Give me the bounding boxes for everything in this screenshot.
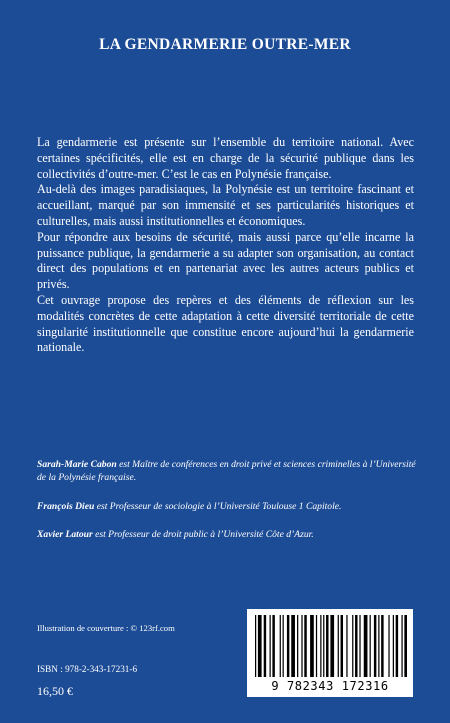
summary-paragraph: Cet ouvrage propose des repères et des éléments de réflexion sur les modalités concrètes de cette adaptation à cette diversité territoriale de cette singularité institutionnelle que constitue encore aujourd’hui la gendarmerie nationale.: [37, 292, 414, 355]
summary-paragraph: Au-delà des images paradisiaques, la Polynésie est un territoire fascinant et accueillant, marqué par son immensité et ses particularités historiques et culturelles, mais aussi institutionnelles et économiques.: [37, 182, 414, 228]
price: 16,50 €: [37, 684, 73, 698]
barcode-bars: [253, 615, 407, 681]
illustration-credit: Illustration de couverture : © 123rf.com: [37, 623, 175, 633]
author-description: est Professeur de droit public à l’Université Côte d’Azur.: [92, 529, 314, 540]
summary-paragraph: La gendarmerie est présente sur l’ensemble du territoire national. Avec certaines spécificités, elle est en charge de la sécurité publique dans les collectivités d’outre-mer. C’est le cas en Polynésie française.: [37, 135, 414, 181]
isbn: ISBN : 978-2-343-17231-6: [37, 664, 138, 674]
summary-text: [37, 135, 414, 356]
summary-paragraph: Pour répondre aux besoins de sécurité, mais aussi parce qu’elle incarne la puissance publique, la gendarmerie a su adapter son organisation, au contact direct des populations et en partenariat avec les autres acteurs publics et privés.: [37, 229, 414, 292]
author-bio-dieu: [37, 500, 417, 513]
author-name: François Dieu: [37, 501, 95, 512]
book-title: LA GENDARMERIE OUTRE-MER: [99, 36, 351, 53]
author-description: est Professeur de sociologie à l’Université Toulouse 1 Capitole.: [94, 501, 342, 512]
author-bio-latour: [37, 528, 417, 541]
barcode: [247, 609, 413, 697]
barcode-digits: 9 782343 172316: [271, 679, 389, 693]
author-name: Xavier Latour: [37, 529, 93, 540]
author-description: est Maître de conférences en droit privé et sciences criminelles à l’Université de la Polynésie française.: [37, 459, 416, 483]
author-name: Sarah-Marie Cabon: [37, 459, 117, 470]
author-bio-cabon: [37, 458, 417, 484]
